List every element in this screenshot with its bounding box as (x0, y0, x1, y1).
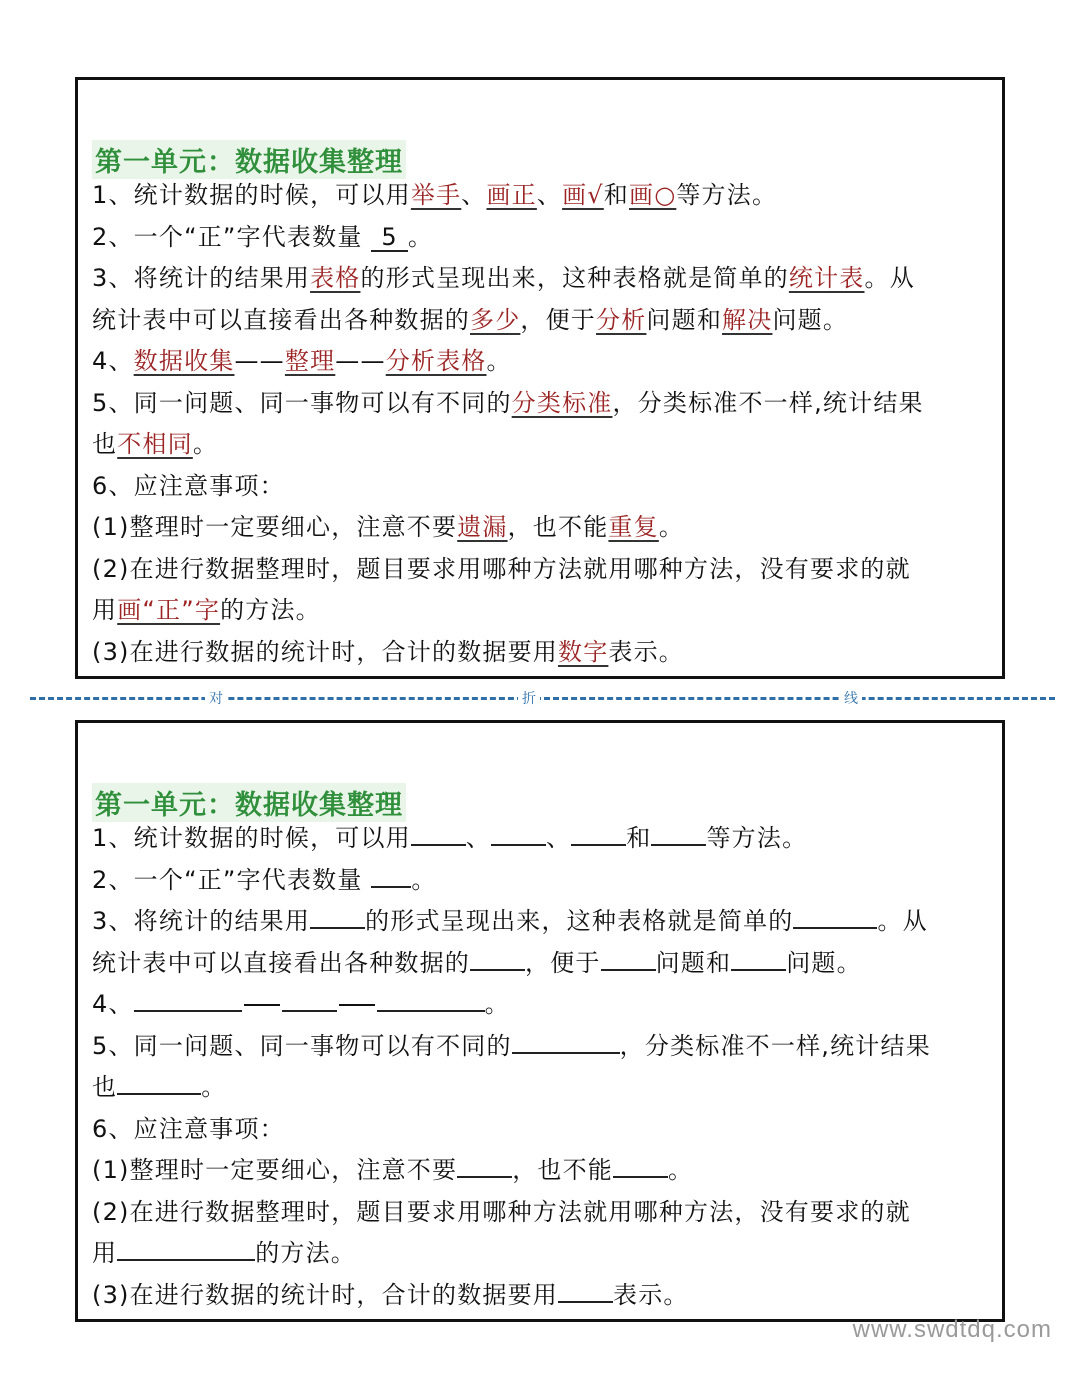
answer: 分类标准 (511, 388, 613, 417)
line-4: 统计表中可以直接看出各种数据的多少，便于分析问题和解决问题。 (92, 305, 849, 334)
line-7: 也不相同。 (92, 430, 219, 458)
fold-label: 折 (518, 688, 540, 708)
blank[interactable] (117, 1073, 201, 1095)
answer: 重复 (608, 513, 659, 541)
line-2: 2、一个“正”字代表数量 。 (92, 865, 437, 894)
blank[interactable] (731, 949, 786, 971)
answer-lines (92, 175, 997, 673)
blank[interactable] (793, 907, 877, 929)
line-5: 4、 。 (92, 990, 510, 1018)
answer: 数据收集 (133, 347, 235, 375)
line-3: 3、将统计的结果用表格的形式呈现出来，这种表格就是简单的统计表。从 (92, 264, 915, 292)
fold-line (30, 697, 1055, 700)
answer: 解决 (722, 305, 773, 334)
blank[interactable] (651, 824, 706, 846)
line-9: (1)整理时一定要细心，注意不要 ，也不能 。 (92, 1156, 694, 1184)
blank[interactable] (512, 1032, 620, 1054)
watermark: www.swdtdq.com (852, 1316, 1052, 1343)
line-2: 2、一个“正”字代表数量 5 。 (92, 222, 434, 251)
unit-title: 第一单元：数据收集整理 (92, 783, 406, 822)
fold-label: 对 (205, 688, 227, 708)
answer: 不相同 (117, 430, 193, 458)
line-11: 用 的方法。 (92, 1239, 357, 1267)
blank[interactable] (558, 1281, 613, 1303)
blank[interactable] (470, 949, 525, 971)
line-1: 1、统计数据的时候，可以用 、 、 和 等方法。 (92, 824, 808, 852)
answer: 统计表 (788, 264, 865, 292)
line-10: (2)在进行数据整理时，题目要求用哪种方法就用哪种方法，没有要求的就 (92, 554, 911, 583)
line-7: 也 。 (92, 1073, 227, 1101)
line-9: (1)整理时一定要细心，注意不要遗漏，也不能重复。 (92, 513, 685, 541)
answer: 画正 (486, 181, 537, 209)
answer-card (75, 77, 1005, 679)
line-3: 3、将统计的结果用 的形式呈现出来，这种表格就是简单的 。从 (92, 907, 928, 935)
answer: 数字 (558, 637, 609, 666)
line-11: 用画“正”字的方法。 (92, 596, 321, 624)
exercise-card (75, 720, 1005, 1322)
line-12: (3)在进行数据的统计时，合计的数据要用数字表示。 (92, 637, 685, 666)
dash (339, 1004, 375, 1006)
line-1: 1、统计数据的时候，可以用举手、画正、画√和画○等方法。 (92, 181, 778, 209)
blank[interactable] (282, 990, 337, 1012)
line-6: 5、同一问题、同一事物可以有不同的分类标准，分类标准不一样,统计结果 (92, 388, 924, 417)
line-6: 5、同一问题、同一事物可以有不同的 ，分类标准不一样,统计结果 (92, 1031, 931, 1060)
answer: 分析 (596, 305, 647, 334)
answer: 遗漏 (457, 513, 508, 541)
line-8: 6、应注意事项： (92, 471, 285, 500)
blank[interactable] (601, 949, 656, 971)
fold-label: 线 (840, 688, 862, 708)
answer: 整理 (284, 347, 336, 375)
blank[interactable] (310, 907, 365, 929)
answer: 举手 (410, 181, 462, 209)
blank[interactable] (411, 824, 466, 846)
answer: 多少 (470, 305, 521, 334)
blank[interactable] (134, 990, 242, 1012)
answer: 分析表格 (385, 347, 487, 375)
exercise-lines (92, 818, 997, 1316)
blank[interactable] (457, 1156, 512, 1178)
line-10: (2)在进行数据整理时，题目要求用哪种方法就用哪种方法，没有要求的就 (92, 1197, 911, 1226)
line-8: 6、应注意事项： (92, 1114, 285, 1143)
blank[interactable] (613, 1156, 668, 1178)
blank[interactable] (491, 824, 546, 846)
blank[interactable] (377, 990, 485, 1012)
dash (244, 1004, 280, 1006)
answer: 表格 (310, 264, 361, 292)
blank[interactable] (571, 824, 626, 846)
answer: 画○ (629, 181, 677, 209)
line-4: 统计表中可以直接看出各种数据的 ，便于 问题和 问题。 (92, 948, 862, 977)
answer: 画“正”字 (117, 596, 221, 624)
blank[interactable] (117, 1239, 255, 1261)
unit-title: 第一单元：数据收集整理 (92, 140, 406, 179)
line-5: 4、数据收集——整理——分析表格。 (92, 347, 512, 375)
line-12: (3)在进行数据的统计时，合计的数据要用 表示。 (92, 1280, 689, 1309)
answer: 画√ (562, 181, 604, 209)
answer: 5 (371, 224, 407, 252)
blank[interactable] (371, 866, 411, 888)
